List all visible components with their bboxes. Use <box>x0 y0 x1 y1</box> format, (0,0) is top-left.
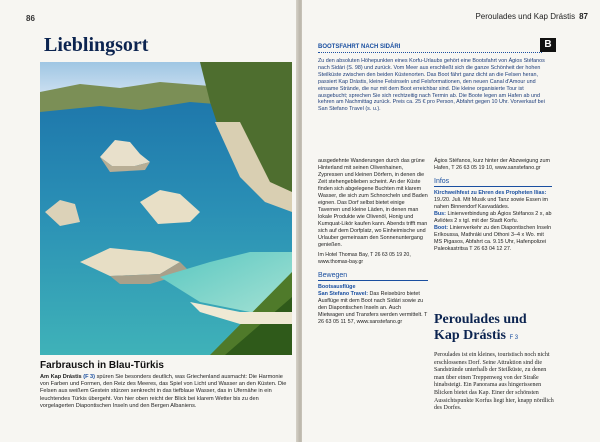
running-head-title: Peroulades und Kap Drástis <box>475 12 576 21</box>
section-heading-infos: Infos <box>434 178 552 187</box>
section-big-title-text: Peroulades und Kap Drástis <box>434 312 527 343</box>
info-item-lead: Boot: <box>434 225 449 231</box>
caption-text <box>40 374 290 410</box>
right-page <box>302 0 600 442</box>
column-left-text: ausgedehnte Wanderungen durch das grüne Hinterland mit seinen Olivenhainen, Zypressen und kleinen Dörfern, in denen die Zeit stehengeblieben scheint. An der Küste finden sich abgelegene Buchten mit klarem Wasser, die sich zum Schnorcheln und Baden eignen. Das Dorf selbst bietet einige Tavernen und kleine Läden, in denen man lokale Produkte wie Olivenöl, Honig und Kumquat-Likör kaufen kann. Abends trifft man sich auf dem Dorfplatz, wo Einheimische und Urlauber gemeinsam den Sonnenuntergang genießen. <box>318 158 428 248</box>
section-big-title <box>434 312 554 346</box>
info-item-text: Linienverbindung ab Ágios Stéfanos 2 x, ab Avliótes 2 x tgl. mit der Stadt Korfu. <box>434 211 552 224</box>
page-title: Lieblingsort <box>44 34 149 56</box>
info-item-lead: Kirchweihfest zu Ehren des Propheten Ilias: <box>434 190 547 196</box>
section-entry-text: Das Reisebüro bietet Ausflüge mit dem Boot nach Sidári sowie zu den Diapontischen Inseln an. Auch Mietwagen und Transfers werden vermittelt. T 26 63 05 11 57, www.sanstefano.gr <box>318 291 428 325</box>
caption-body: spüren Sie besonders deutlich, was Griechenland ausmacht: Die Harmonie von Farben und Formen, den Reiz des Meeres, das Spiel von Licht und Wasser an den Küsten. Die Felsen aus weißem Gestein stürzen senkrecht in das tiefblaue Wasser, das in Ufernähe in ein leuchtendes Türkis übergeht. Von hier oben reicht der Blick bei klarem Wetter bis zu den vorgelagerten Diapontischen Inseln und den Bergen Albaniens. <box>40 374 287 409</box>
info-item <box>434 225 552 253</box>
running-head <box>475 12 588 21</box>
box-heading: BOOTSFAHRT NACH SIDÁRI <box>318 44 542 53</box>
page-number-left: 86 <box>26 14 35 23</box>
coast-illustration <box>40 62 292 355</box>
info-item-lead: Bus: <box>434 211 446 217</box>
map-ref[interactable]: F 3 <box>509 335 519 341</box>
info-item-text: Linienverkehr zu den Diapontischen Inseln Eríkoussa, Mathráki und Othoni 3–4 x Wo. mit MS Pigasos, Abfahrt ca. 9.15 Uhr, Hafenpolizei Paleokastritsa T 26 63 04 12 27. <box>434 225 552 252</box>
left-page <box>0 0 298 442</box>
column-right <box>434 158 552 253</box>
info-item <box>434 211 552 225</box>
caption-ref[interactable]: (F 3) <box>83 374 96 380</box>
coast-photo <box>40 62 292 355</box>
section-entry-lead: San Stefano Travel: <box>318 291 369 297</box>
section-intro-text: Peroulades ist ein kleines, touristisch noch nicht erschlossenes Dorf. Seine Attraktion sind die Sandstrände unterhalb der Steilküste, zu denen man über einen Treppenweg von der Straße hinabsteigt. Ein Panorama aus hingerissenen Blicken bietet das Kap. Einer der schönsten Aussichtspunkte Korfus liegt hier, knapp nördlich des Dorfes. <box>434 352 554 412</box>
column-left <box>318 158 428 326</box>
box-badge: B <box>540 38 556 52</box>
column-right-top: Ágios Stéfanos, kurz hinter der Abzweigung zum Hafen, T 26 63 05 19 10, www.sanstefano.gr <box>434 158 550 171</box>
section-heading-bewegen: Bewegen <box>318 272 428 281</box>
info-item <box>434 190 552 211</box>
info-item-text: 19./20. Juli. Mit Musik und Tanz sowie Essen im nahen Binnendorf Kavvadádes. <box>434 197 549 210</box>
column-left-hotel: Im Hotel Thomas Bay, T 26 63 05 19 20, www.thomas-bay.gr <box>318 252 411 265</box>
box-text: Zu den absoluten Höhepunkten eines Korfu-Urlaubs gehört eine Bootsfahrt von Ágios Stéfanos nach Sidári (S. 98) und zurück. Vom Meer aus erschließt sich die ganze Schönheit der hohen Steilküste zwischen den beiden Küstenorten. Das Boot fährt ganz dicht an die Felsen heran, passiert Kap Drástis, kleine Felsinseln und Felsformationen, den neuen Canal d'Amour und einsame Strände, die nur mit dem Boot erreichbar sind. Die kleine organisierte Tour ist ausgebucht; sprechen Sie sich rechtzeitig nach Termin ab. Die Boote legen am Hafen ab und kehren am Nachmittag zurück. Preis ca. 25 € pro Person, Abfahrt gegen 10 Uhr. Vorverkauf bei San Stefano Travel (s. u.). <box>318 58 545 113</box>
caption-lead: Am Kap Drástis <box>40 374 82 380</box>
page-number-right: 87 <box>579 12 588 21</box>
section-entry <box>318 291 428 326</box>
section-sub-heading: Bootsausflüge <box>318 284 356 290</box>
caption-title: Farbrausch in Blau-Türkis <box>40 360 164 371</box>
